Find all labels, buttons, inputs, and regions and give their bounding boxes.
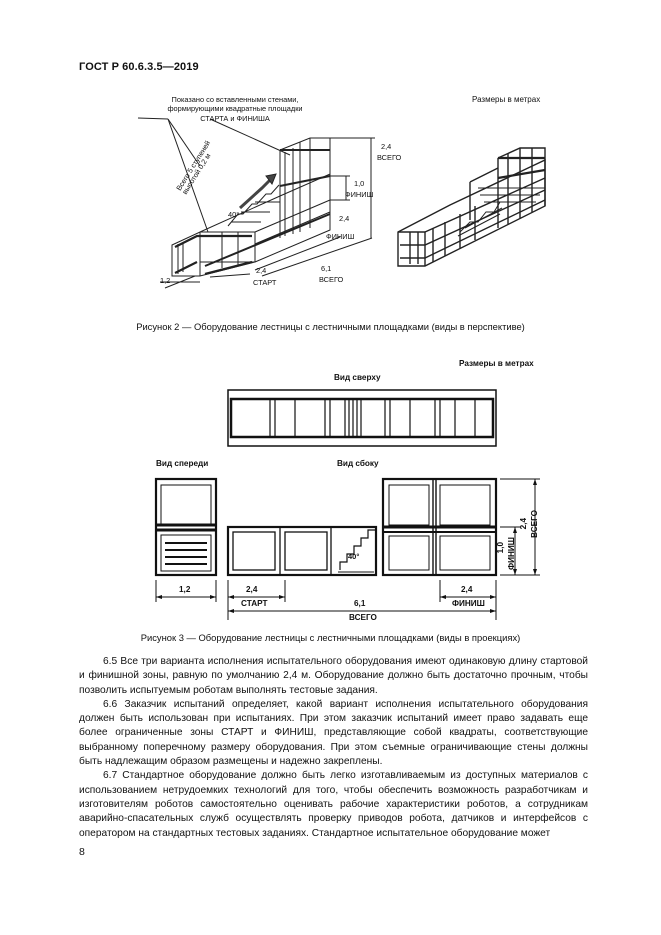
dim-finish-length: 2,4 xyxy=(339,214,350,223)
dim-total-height: 2,4 xyxy=(519,518,528,530)
angle-label: 40° xyxy=(228,210,240,219)
dim-finish-label: ФИНИШ xyxy=(452,599,485,608)
units-label: Размеры в метрах xyxy=(459,359,534,368)
side-view-label: Вид сбоку xyxy=(337,459,379,468)
figure-3-caption: Рисунок 3 — Оборудование лестницы с лестничными площадками (виды в проекциях) xyxy=(140,632,521,643)
dim-finish-height: 1,0 xyxy=(496,542,505,554)
paragraph-6-5: 6.5 Все три варианта исполнения испытательного оборудования имеют одинаковую длину стартовой и финишной зоны, равную по умолчанию 2,4 м. Оборудование должно быть достаточно прочным, чтобы позволить испытуемым роботам выполнять тестовые задания. xyxy=(79,656,588,696)
paragraph-6-6: 6.6 Заказчик испытаний определяет, какой вариант исполнения испытательного оборудования должен быть использован при испытаниях. При этом заказчик испытаний имеет право задавать еще более ограниченные зоны СТАРТ и ФИНИШ, представляющие собой квадраты, соответствующие выбранному поперечному размеру оборудования. При этом съемные ограничивающие стены должны быть надлежащим образом размещены и надежно закреплены. xyxy=(79,698,588,768)
steps-note: Всего 5 ступеней высотой 0,2 м xyxy=(174,138,213,197)
dim-start-length: 2,4 xyxy=(246,585,258,594)
dim-total-height: 2,4 xyxy=(381,142,392,151)
dim-total-height-label: ВСЕГО xyxy=(530,510,539,538)
paragraph-6-7: 6.7 Стандартное оборудование должно быть легко изготавливаемым из доступных материалов с использованием нетрудоемких технологий для того, чтобы обеспечить возможность разработчикам и изготовителям роботов самостоятельно оценивать рабочие характеристики роботов, а сотрудникам аварийно-спасательных служб осуществлять проверку приводов робота, датчиков и интерфейсов с оператором на стандартных тестовых заданиях. Стандартное испытательное оборудование может xyxy=(79,770,588,839)
dim-start-label: СТАРТ xyxy=(241,599,268,608)
note-line: СТАРТА и ФИНИША xyxy=(200,113,270,123)
figure-2-caption: Рисунок 2 — Оборудование лестницы с лестничными площадками (виды в перспективе) xyxy=(136,321,525,332)
figure-2 xyxy=(0,0,661,340)
dim-total-length: 6,1 xyxy=(354,599,366,608)
note-line: Показано со вставленными стенами, xyxy=(171,95,299,104)
dim-finish-length: 2,4 xyxy=(461,585,473,594)
dim-finish-height-label: ФИНИШ xyxy=(507,537,516,570)
dim-finish-length-label: ФИНИШ xyxy=(326,232,355,241)
dim-width: 1,2 xyxy=(179,585,191,594)
body-text xyxy=(79,655,588,841)
front-view-label: Вид спереди xyxy=(156,459,209,468)
dim-total-length: 6,1 xyxy=(321,264,332,273)
note-line: формирующими квадратные площадки xyxy=(167,104,303,114)
units-label: Размеры в метрах xyxy=(472,95,541,104)
dim-total-label: ВСЕГО xyxy=(349,613,377,622)
figure-3 xyxy=(0,340,661,650)
stairs-perspective-right xyxy=(0,0,661,340)
dim-start-length: 2,4 xyxy=(256,266,267,275)
dim-width: 1,2 xyxy=(160,276,171,285)
document-code: ГОСТ Р 60.6.3.5—2019 xyxy=(79,61,199,73)
dim-total-length-label: ВСЕГО xyxy=(319,275,344,284)
angle-label: 40° xyxy=(348,552,360,561)
page-number: 8 xyxy=(79,846,85,858)
top-view-label: Вид сверху xyxy=(334,373,381,382)
dim-total-height-label: ВСЕГО xyxy=(377,153,402,162)
dim-finish-height: 1,0 xyxy=(354,179,365,188)
dim-start-length-label: СТАРТ xyxy=(253,278,277,287)
stairs-projections xyxy=(0,340,661,650)
dim-finish-height-label: ФИНИШ xyxy=(345,190,374,199)
